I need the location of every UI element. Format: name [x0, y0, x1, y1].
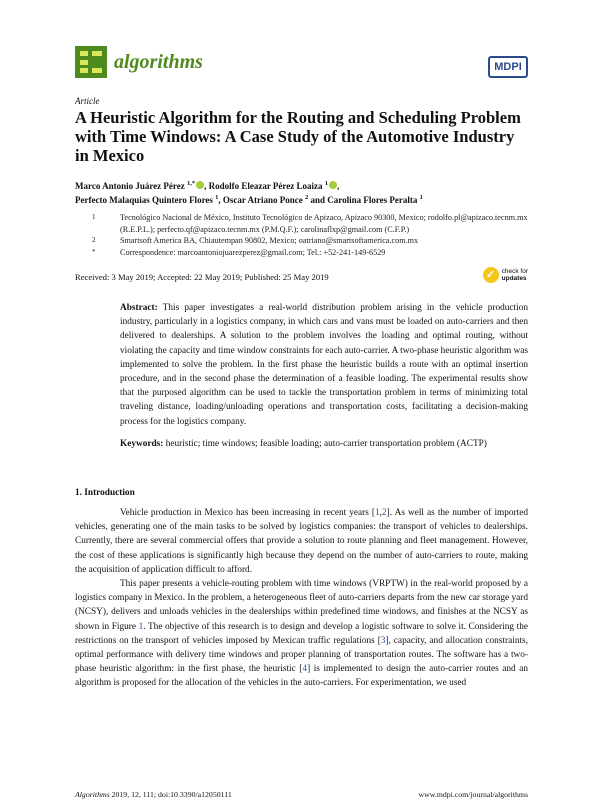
paper-title: A Heuristic Algorithm for the Routing and Scheduling Problem with Time Windows: A Case Study of the Automotive Industry in Mexico [75, 108, 521, 165]
intro-paragraph-1: Vehicle production in Mexico has been increasing in recent years [1,2]. As well as the number of imported vehicles, generating one of the main tasks to be solved by logistics companies: the transport of vehicles to dealerships. Currently, there are several commercial offers that provide a solution to route planning and fleet management. However, the cost of these applications is significantly high because they depend on the number of auto-carriers to route, making the acquisition of application difficult to afford. [75, 508, 529, 575]
correspondence: * Correspondence: marcoantoniojuarezperez@gmail.com; Tel.: +52-241-149-6529 [92, 247, 386, 257]
journal-logo [75, 46, 107, 78]
journal-name: algorithms [114, 51, 203, 73]
citation-link[interactable]: 2 [382, 508, 387, 519]
page-footer [0, 776, 600, 812]
affiliations [75, 212, 528, 258]
affiliation-2: 2 Smartsoft America BA, Chiautempan 90802, Mexico; oatriano@smartsoftamerica.com.mx [92, 236, 419, 245]
section-heading: 1. Introduction [75, 488, 135, 499]
check-for-updates-badge[interactable]: ✓ check for updates [483, 267, 528, 283]
abstract: Abstract: This paper investigates a real-world distribution problem arising in the vehicle production industry, particularly in a logistics company, in which cars and vans must be loaded on auto-carriers and then delivered to dealerships. A solution to the problem involves the loading and optimal routing, without violating the capacity and time window constraints for each auto-carrier. A two-phase heuristic algorithm was implemented to solve the problem. In the first phase the heuristic builds a route with an optimal insertion procedure, and in the second phase the determination of a feasible loading. The experimental results show that the purposed algorithm can be used to tackle the transportation problem in terms of minimizing total traveling distance, loading/unloading operations and transportation costs, facilitating a decision-making process for the logistics company. [120, 303, 529, 427]
orcid-icon[interactable] [196, 181, 204, 189]
citation-link[interactable]: 4 [302, 664, 308, 675]
intro-paragraph-2: This paper presents a vehicle-routing problem with time windows (VRPTW) in the real-world proposed by a logistics company in Mexico. In the problem, a heterogeneous fleet of auto-carriers departs from the new car storage yard (NCSY), delivers and unloads vehicles in the dealerships within predefined time windows, and finishes at the NCSY as shown in Figure 1. The objective of this research is to design and develop a logistic software to solve it. Considering the restrictions on the transport of vehicles imposed by Mexican traffic regulations [3], capacity, and allocation constraints, optimal performance with delivery time windows and proper planning of transportation routes. The software has a two-phase heuristic algorithm: in the first phase, the heuristic [4] is implemented to design the auto-carrier routes and an algorithm is proposed for the allocation of the vehicles in the auto-carriers. For experimentation, we used [75, 579, 528, 689]
footer-url[interactable]: www.mdpi.com/journal/algorithms [418, 790, 528, 799]
check-icon: ✓ [483, 267, 499, 283]
affiliation-1: 1 Tecnológico Nacional de México, Instituto Tecnológico de Apizaco, Apizaco 90300, Mexico; rodolfo.pl@apizaco.tecnm.mx (R.E.P.L.); perfecto.qf@apizaco.tecnm.mx (P.M.Q.F.); carolinaflxp@gmail.com (C.F.P.) [92, 213, 528, 234]
citation-link[interactable]: 1 [375, 508, 380, 519]
dates-row [75, 267, 528, 287]
mdpi-logo: MDPI [488, 56, 528, 78]
footer-citation: Algorithms 2019, 12, 111; doi:10.3390/a12050111 [75, 790, 232, 799]
orcid-icon[interactable] [329, 181, 337, 189]
dates: Received: 3 May 2019; Accepted: 22 May 2019; Published: 25 May 2019 [75, 272, 329, 282]
figure-link[interactable]: 1 [138, 621, 144, 632]
article-type: Article [75, 96, 100, 106]
keywords: Keywords: heuristic; time windows; feasible loading; auto-carrier transportation problem (ACTP) [120, 438, 487, 449]
journal-header [75, 46, 528, 88]
authors: Marco Antonio Juárez Pérez $^{1,*}$ , Rodolfo Eleazar Pérez Loaiza $^1$ , Perfecto Malaquias Quintero Flores $^1$, Oscar Atriano Ponce $^2$ and Carolina Flores Peralta $^1$ [75, 180, 423, 205]
citation-link[interactable]: 3 [380, 635, 386, 646]
